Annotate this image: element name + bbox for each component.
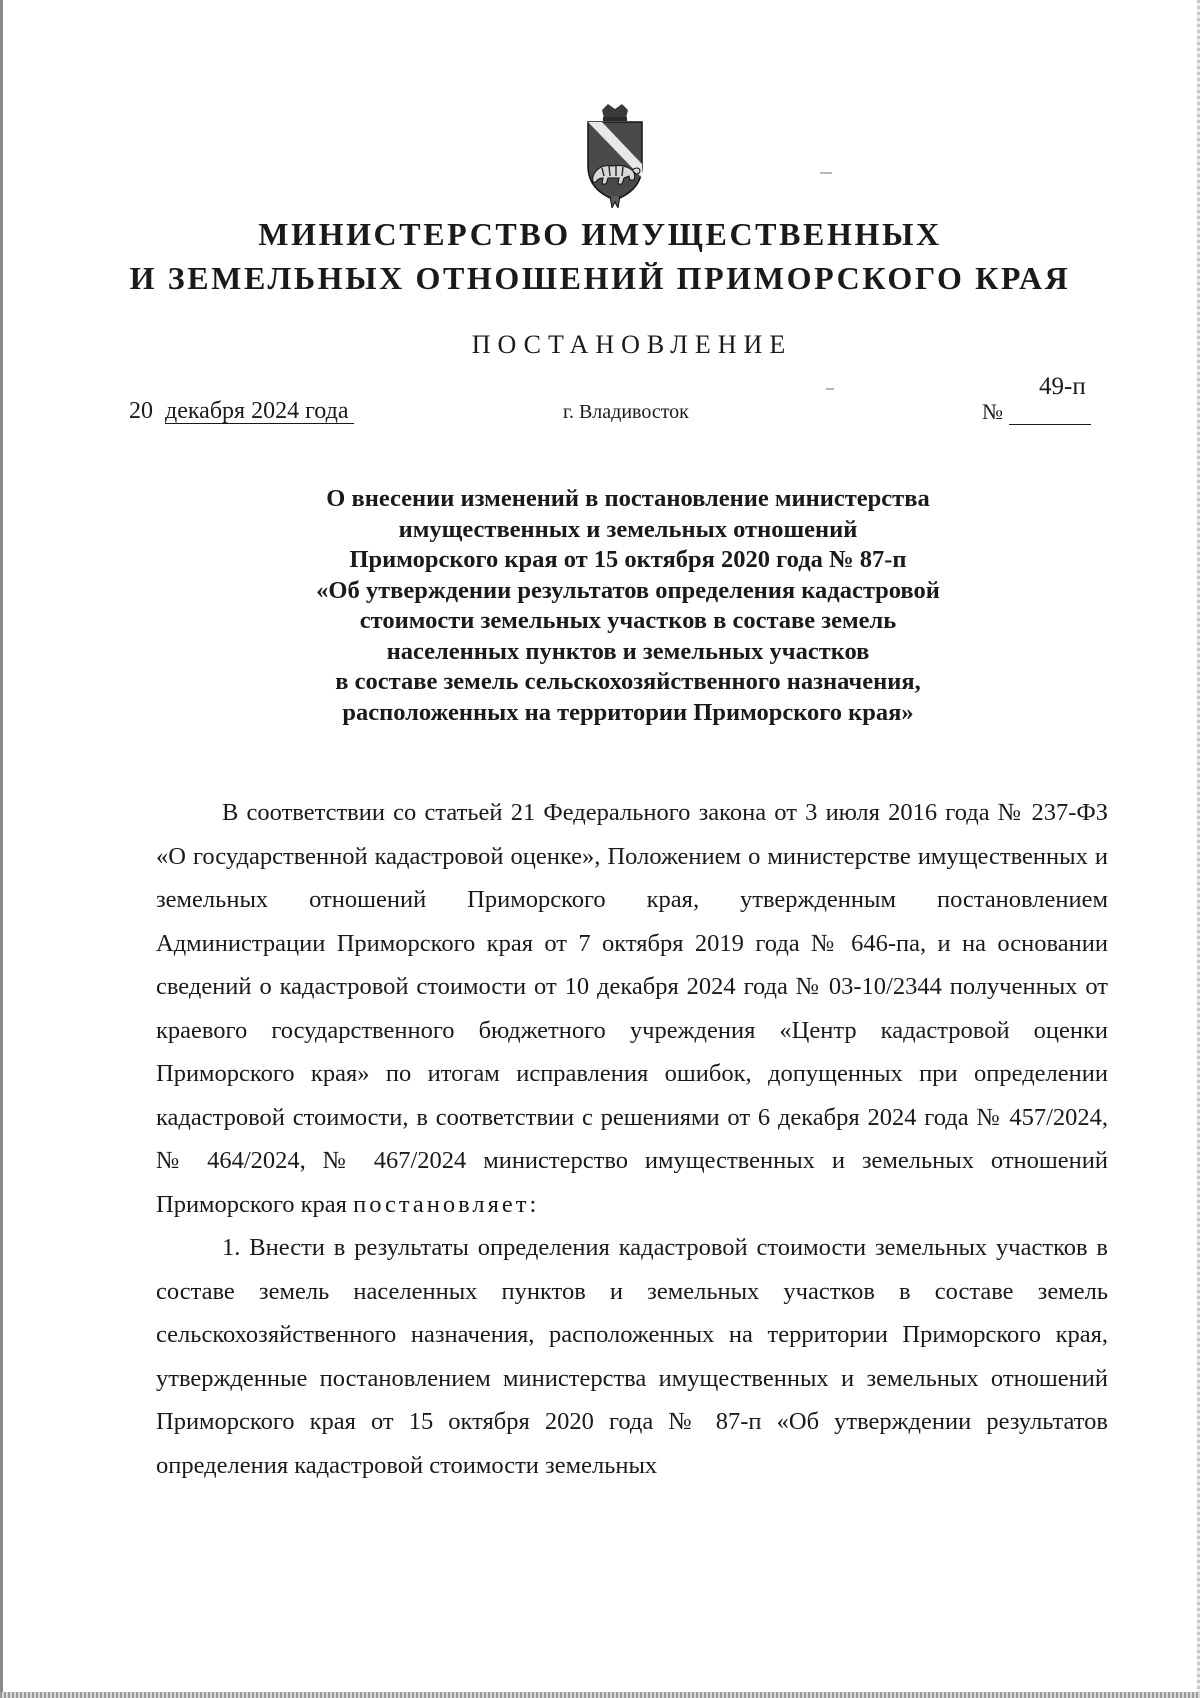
body-paragraph <box>156 791 1108 1226</box>
subject-title-line: имущественных и земельных отношений <box>398 515 858 543</box>
subject-title-line: Приморского края от 15 октября 2020 года № 87-п <box>349 546 907 573</box>
scan-speck <box>826 388 834 390</box>
document-type: ПОСТАНОВЛЕНИЕ <box>471 330 793 359</box>
subject-title-line: расположенных на территории Приморского края» <box>342 698 914 726</box>
resolves-word: постановляет: <box>353 1190 540 1218</box>
number-value: 49-п <box>1039 373 1086 400</box>
subject-title-line: стоимости земельных участков в составе земель <box>359 607 897 634</box>
body-paragraph: 1. Внести в результаты определения кадастровой стоимости земельных участков в составе земель населенных пунктов и земельных участков в составе земель сельскохозяйственного назначения, расположенных на территории Приморского края, утвержденные постановлением министерства имущественных и земельных отношений Приморского края от 15 октября 2020 года № 87-п «Об утверждении результатов определения кадастровой стоимости земельных <box>156 1234 1108 1479</box>
subject-title-line: О внесении изменений в постановление министерства <box>326 485 930 512</box>
date-month-year: декабря 2024 года <box>165 399 354 424</box>
subject-title <box>0 484 1200 728</box>
ministry-name-line2: И ЗЕМЕЛЬНЫХ ОТНОШЕНИЙ ПРИМОРСКОГО КРАЯ <box>129 260 1071 296</box>
subject-title-line: в составе земель сельскохозяйственного назначения, <box>335 668 921 695</box>
ministry-name-line1: МИНИСТЕРСТВО ИМУЩЕСТВЕННЫХ <box>258 216 942 252</box>
document-city: г. Владивосток <box>563 401 689 423</box>
document-body <box>156 791 1108 1487</box>
document-number <box>982 373 1091 425</box>
scan-edge-bottom <box>0 1692 1200 1698</box>
scan-speck <box>820 172 832 174</box>
document-date <box>129 398 354 425</box>
subject-title-line: «Об утверждении результатов определения кадастровой <box>316 576 940 604</box>
body-paragraph-text: В соответствии со статьей 21 Федерального закона от 3 июля 2016 года № 237-ФЗ «О государственной кадастровой оценке», Положением о министерстве имущественных и земельных отношений Приморского края, утвержденным постановлением Администрации Приморского края от 7 октября 2019 года № 646-па, и на основании сведений о кадастровой стоимости от 10 декабря 2024 года № 03-10/2344 полученных от краевого государственного бюджетного учреждения «Центр кадастровой оценки Приморского края» по итогам исправления ошибок, допущенных при определении кадастровой стоимости, в соответствии с решениями от 6 декабря 2024 года № 457/2024, № 464/2024, № 467/2024 министерство имущественных и земельных отношений Приморского края <box>156 799 1108 1218</box>
number-sign: № <box>982 399 1003 424</box>
subject-title-line: населенных пунктов и земельных участков <box>386 637 870 665</box>
coat-of-arms-emblem <box>582 104 648 208</box>
date-day: 20 <box>129 398 153 424</box>
number-field <box>1009 373 1091 425</box>
ministry-name <box>0 212 1200 300</box>
